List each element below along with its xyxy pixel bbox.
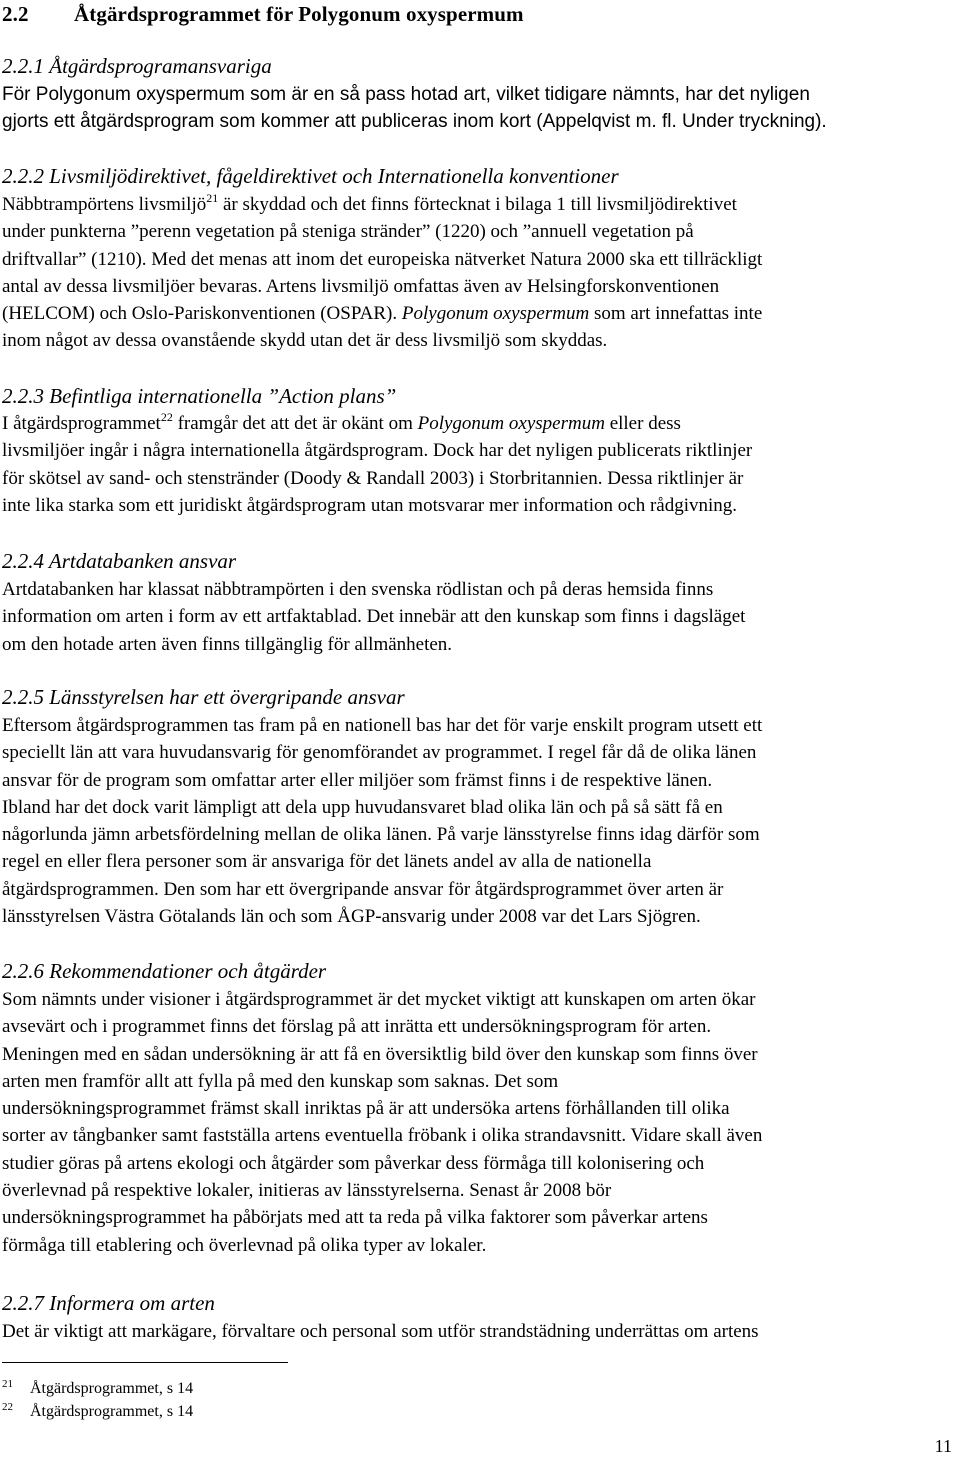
text-line: Det är viktigt att markägare, förvaltare och personal som utför strandstädning underrättas om artens	[2, 1321, 759, 1342]
text-line: avsevärt och i programmet finns det förslag på att inrätta ett undersökningsprogram för arten.	[2, 1016, 712, 1038]
text-line: livsmiljöer ingår i några internationella åtgärdsprogram. Dock har det nyligen publicerats riktlinjer	[2, 440, 753, 462]
text-line: undersökningsprogrammet främst skall inriktas på är att undersöka artens förhållanden till olika	[2, 1098, 730, 1120]
text-line: för skötsel av sand- och stenstränder (Doody & Randall 2003) i Storbritannien. Dessa riktlinjer är	[2, 467, 744, 489]
text-line: gjorts ett åtgärdsprogram som kommer att publiceras inom kort (Appelqvist m. fl. Under tryckning).	[2, 111, 827, 133]
text-run: som art innefattas inte	[589, 303, 763, 325]
page-number: 11	[934, 1436, 952, 1456]
section-heading	[2, 2, 524, 27]
paragraph-2-2-4	[2, 576, 958, 658]
subsection-heading-2-2-7: 2.2.7 Informera om arten	[2, 1291, 215, 1315]
text-run: Näbbtrampörtens livsmiljö	[2, 194, 207, 215]
text-line: regel en eller flera personer som är ansvariga för det länets andel av alla de nationella	[2, 851, 652, 873]
species-name: Polygonum oxyspermum	[417, 413, 605, 434]
paragraph-2-2-7	[2, 1318, 958, 1345]
text-line: arten men framför allt att fylla på med den kunskap som saknas. Det som	[2, 1070, 559, 1092]
footnote-ref-22: 22	[160, 410, 173, 424]
section-title: Åtgärdsprogrammet för Polygonum oxyspermum	[74, 2, 524, 26]
paragraph-2-2-2	[2, 191, 958, 355]
text-run: är skyddad och det finns förtecknat i bilaga 1 till livsmiljödirektivet	[218, 194, 737, 215]
text-line: Som nämnts under visioner i åtgärdsprogrammet är det mycket viktigt att kunskapen om arten ökar	[2, 989, 756, 1010]
text-run: eller dess	[604, 413, 681, 434]
footnote-mark: 22	[2, 1401, 13, 1413]
footnote-ref-21: 21	[206, 191, 219, 205]
footnote-22	[2, 1401, 193, 1421]
text-line: Eftersom åtgärdsprogrammen tas fram på en nationell bas har det för varje enskilt program utsett ett	[2, 715, 763, 736]
text-line: inom något av dessa ovanstående skydd utan det är dess livsmiljö som skyddas.	[2, 330, 608, 352]
text-line: information om arten i form av ett artfaktablad. Det innebär att den kunskap som finns i dagsläget	[2, 606, 746, 628]
footnote-mark: 21	[2, 1378, 13, 1390]
subsection-heading-2-2-4: 2.2.4 Artdatabanken ansvar	[2, 549, 237, 573]
subsection-heading-2-2-1: 2.2.1 Åtgärdsprogramansvariga	[2, 54, 272, 78]
subsection-heading-2-2-3: 2.2.3 Befintliga internationella ”Action plans”	[2, 384, 397, 408]
text-line: sorter av tångbanker samt fastställa artens eventuella fröbank i olika strandavsnitt. Vidare skall även	[2, 1125, 763, 1147]
text-run: (HELCOM) och Oslo-Pariskonventionen (OSPAR).	[2, 303, 402, 325]
paragraph-2-2-6	[2, 986, 958, 1259]
text-line	[2, 300, 958, 327]
subsection-heading-2-2-6: 2.2.6 Rekommendationer och åtgärder	[2, 959, 327, 983]
text-run: I åtgärdsprogrammet	[2, 413, 161, 434]
text-line: under punkterna ”perenn vegetation på steniga stränder” (1220) och ”annuell vegetation på	[2, 221, 694, 243]
text-line: studier göras på artens ekologi och åtgärder som påverkar dess förmåga till kolonisering och	[2, 1152, 705, 1174]
footnote-text: Åtgärdsprogrammet, s 14	[30, 1380, 194, 1397]
text-line	[2, 191, 958, 218]
paragraph-2-2-5	[2, 712, 958, 930]
text-line: åtgärdsprogrammen. Den som har ett övergripande ansvar för åtgärdsprogrammet över arten är	[2, 878, 724, 900]
text-line: För Polygonum oxyspermum som är en så pass hotad art, vilket tidigare nämnts, har det nyligen	[2, 84, 810, 105]
text-run: framgår det att det är okänt om	[172, 413, 418, 434]
footnote-divider	[2, 1362, 288, 1363]
species-name: Polygonum oxyspermum	[401, 303, 590, 325]
text-line: överlevnad på respektive lokaler, initieras av länsstyrelserna. Senast år 2008 bör	[2, 1180, 612, 1202]
text-line: speciellt län att vara huvudansvarig för genomförandet av programmet. I regel får då de olika länen	[2, 742, 757, 764]
text-line: inte lika starka som ett juridiskt åtgärdsprogram utan motsvarar mer information och rådgivning.	[2, 494, 738, 516]
paragraph-2-2-1	[2, 81, 958, 136]
subsection-heading-2-2-2: 2.2.2 Livsmiljödirektivet, fågeldirektivet och Internationella konventioner	[2, 164, 619, 188]
text-line: om den hotade arten även finns tillgänglig för allmänheten.	[2, 633, 453, 655]
text-line: Artdatabanken har klassat näbbtrampörten i den svenska rödlistan och på deras hemsida finns	[2, 579, 714, 600]
section-number: 2.2	[2, 2, 29, 26]
text-line: ansvar för de program som omfattar arter eller miljöer som främst finns i de respektive länen.	[2, 769, 713, 791]
text-line	[2, 410, 958, 437]
paragraph-2-2-3	[2, 410, 958, 519]
text-line: Meningen med en sådan undersökning är att få en översiktlig bild över den kunskap som finns över	[2, 1043, 758, 1065]
footnote-21	[2, 1378, 193, 1398]
text-line: undersökningsprogrammet ha påbörjats med att ta reda på vilka faktorer som påverkar artens	[2, 1207, 708, 1229]
text-line: förmåga till etablering och överlevnad på olika typer av lokaler.	[2, 1234, 487, 1256]
text-line: antal av dessa livsmiljöer bevaras. Artens livsmiljö omfattas även av Helsingforskonventionen	[2, 275, 720, 297]
subsection-heading-2-2-5: 2.2.5 Länsstyrelsen har ett övergripande ansvar	[2, 685, 405, 709]
text-line: någorlunda jämn arbetsfördelning mellan de olika länen. På varje länsstyrelse finns idag därför som	[2, 824, 760, 846]
footnote-text: Åtgärdsprogrammet, s 14	[30, 1403, 194, 1420]
text-line: driftvallar” (1210). Med det menas att inom det europeiska nätverket Natura 2000 ska ett tillräckligt	[2, 248, 763, 270]
text-line: Ibland har det dock varit lämpligt att dela upp huvudansvaret blad olika län och på så sätt få en	[2, 796, 723, 818]
text-line: länsstyrelsen Västra Götalands län och som ÅGP-ansvarig under 2008 var det Lars Sjögren.	[2, 906, 701, 928]
